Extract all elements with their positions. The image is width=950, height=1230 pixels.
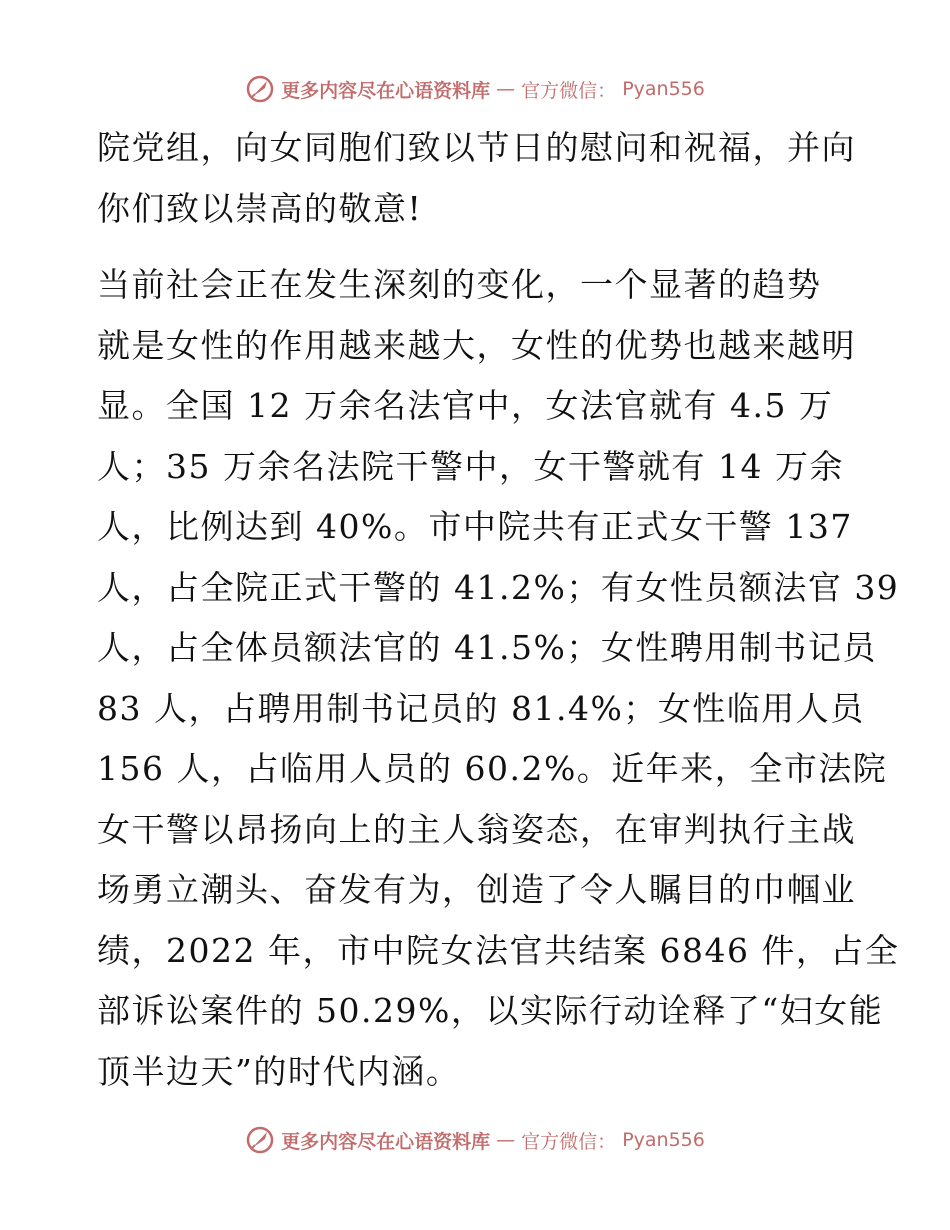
text-line: 显。全国 12 万余名法官中，女法官就有 4.5 万 xyxy=(97,386,834,425)
text-line: 人，比例达到 40%。市中院共有正式女干警 137 xyxy=(97,507,853,546)
text-line: 部诉讼案件的 50.29%，以实际行动诠释了“妇女能 xyxy=(97,991,884,1030)
text-line: 就是女性的作用越来越大，女性的优势也越来越明 xyxy=(97,325,856,365)
text-line: 人；35 万余名法院干警中，女干警就有 14 万余 xyxy=(97,446,844,486)
banner-wechat-id: Pyan556 xyxy=(622,1129,705,1151)
text-line: 女干警以昂扬向上的主人翁姿态，在审判执行主战 xyxy=(97,809,856,849)
footer-banner xyxy=(0,1125,950,1155)
text-line: 绩，2022 年，市中院女法官共结案 6846 件，占全 xyxy=(97,930,900,970)
banner-prefix: 更多内容尽在心语资料库 xyxy=(281,1130,491,1153)
paragraph-1 xyxy=(97,118,867,239)
paragraph-2 xyxy=(97,255,900,1102)
banner-wechat-label: 官方微信： xyxy=(521,1130,617,1153)
banner-separator: — xyxy=(496,1129,516,1151)
text-line: 院党组，向女同胞们致以节日的慰问和祝福，并向 xyxy=(97,128,856,167)
text-line: 人，占全体员额法官的 41.5%；女性聘用制书记员 xyxy=(97,628,877,667)
banner-wechat-id: Pyan556 xyxy=(622,78,705,100)
text-line: 当前社会正在发生深刻的变化，一个显著的趋势 xyxy=(97,265,822,304)
header-banner xyxy=(0,74,950,104)
text-line: 场勇立潮头、奋发有为，创造了令人瞩目的巾帼业 xyxy=(97,870,856,909)
text-line: 156 人，占临用人员的 60.2%。近年来，全市法院 xyxy=(97,749,888,788)
text-line: 人，占全院正式干警的 41.2%；有女性员额法官 39 xyxy=(97,567,900,607)
banner-separator: — xyxy=(496,78,516,100)
feather-pen-logo-icon xyxy=(245,1125,275,1155)
text-line: 顶半边天”的时代内涵。 xyxy=(97,1051,461,1091)
banner-wechat-label: 官方微信： xyxy=(521,79,617,102)
text-line: 83 人，占聘用制书记员的 81.4%；女性临用人员 xyxy=(97,688,865,728)
banner-prefix: 更多内容尽在心语资料库 xyxy=(281,79,491,102)
feather-pen-logo-icon xyxy=(245,74,275,104)
document-body xyxy=(97,118,900,1102)
text-line: 你们致以崇高的敬意! xyxy=(97,188,423,228)
